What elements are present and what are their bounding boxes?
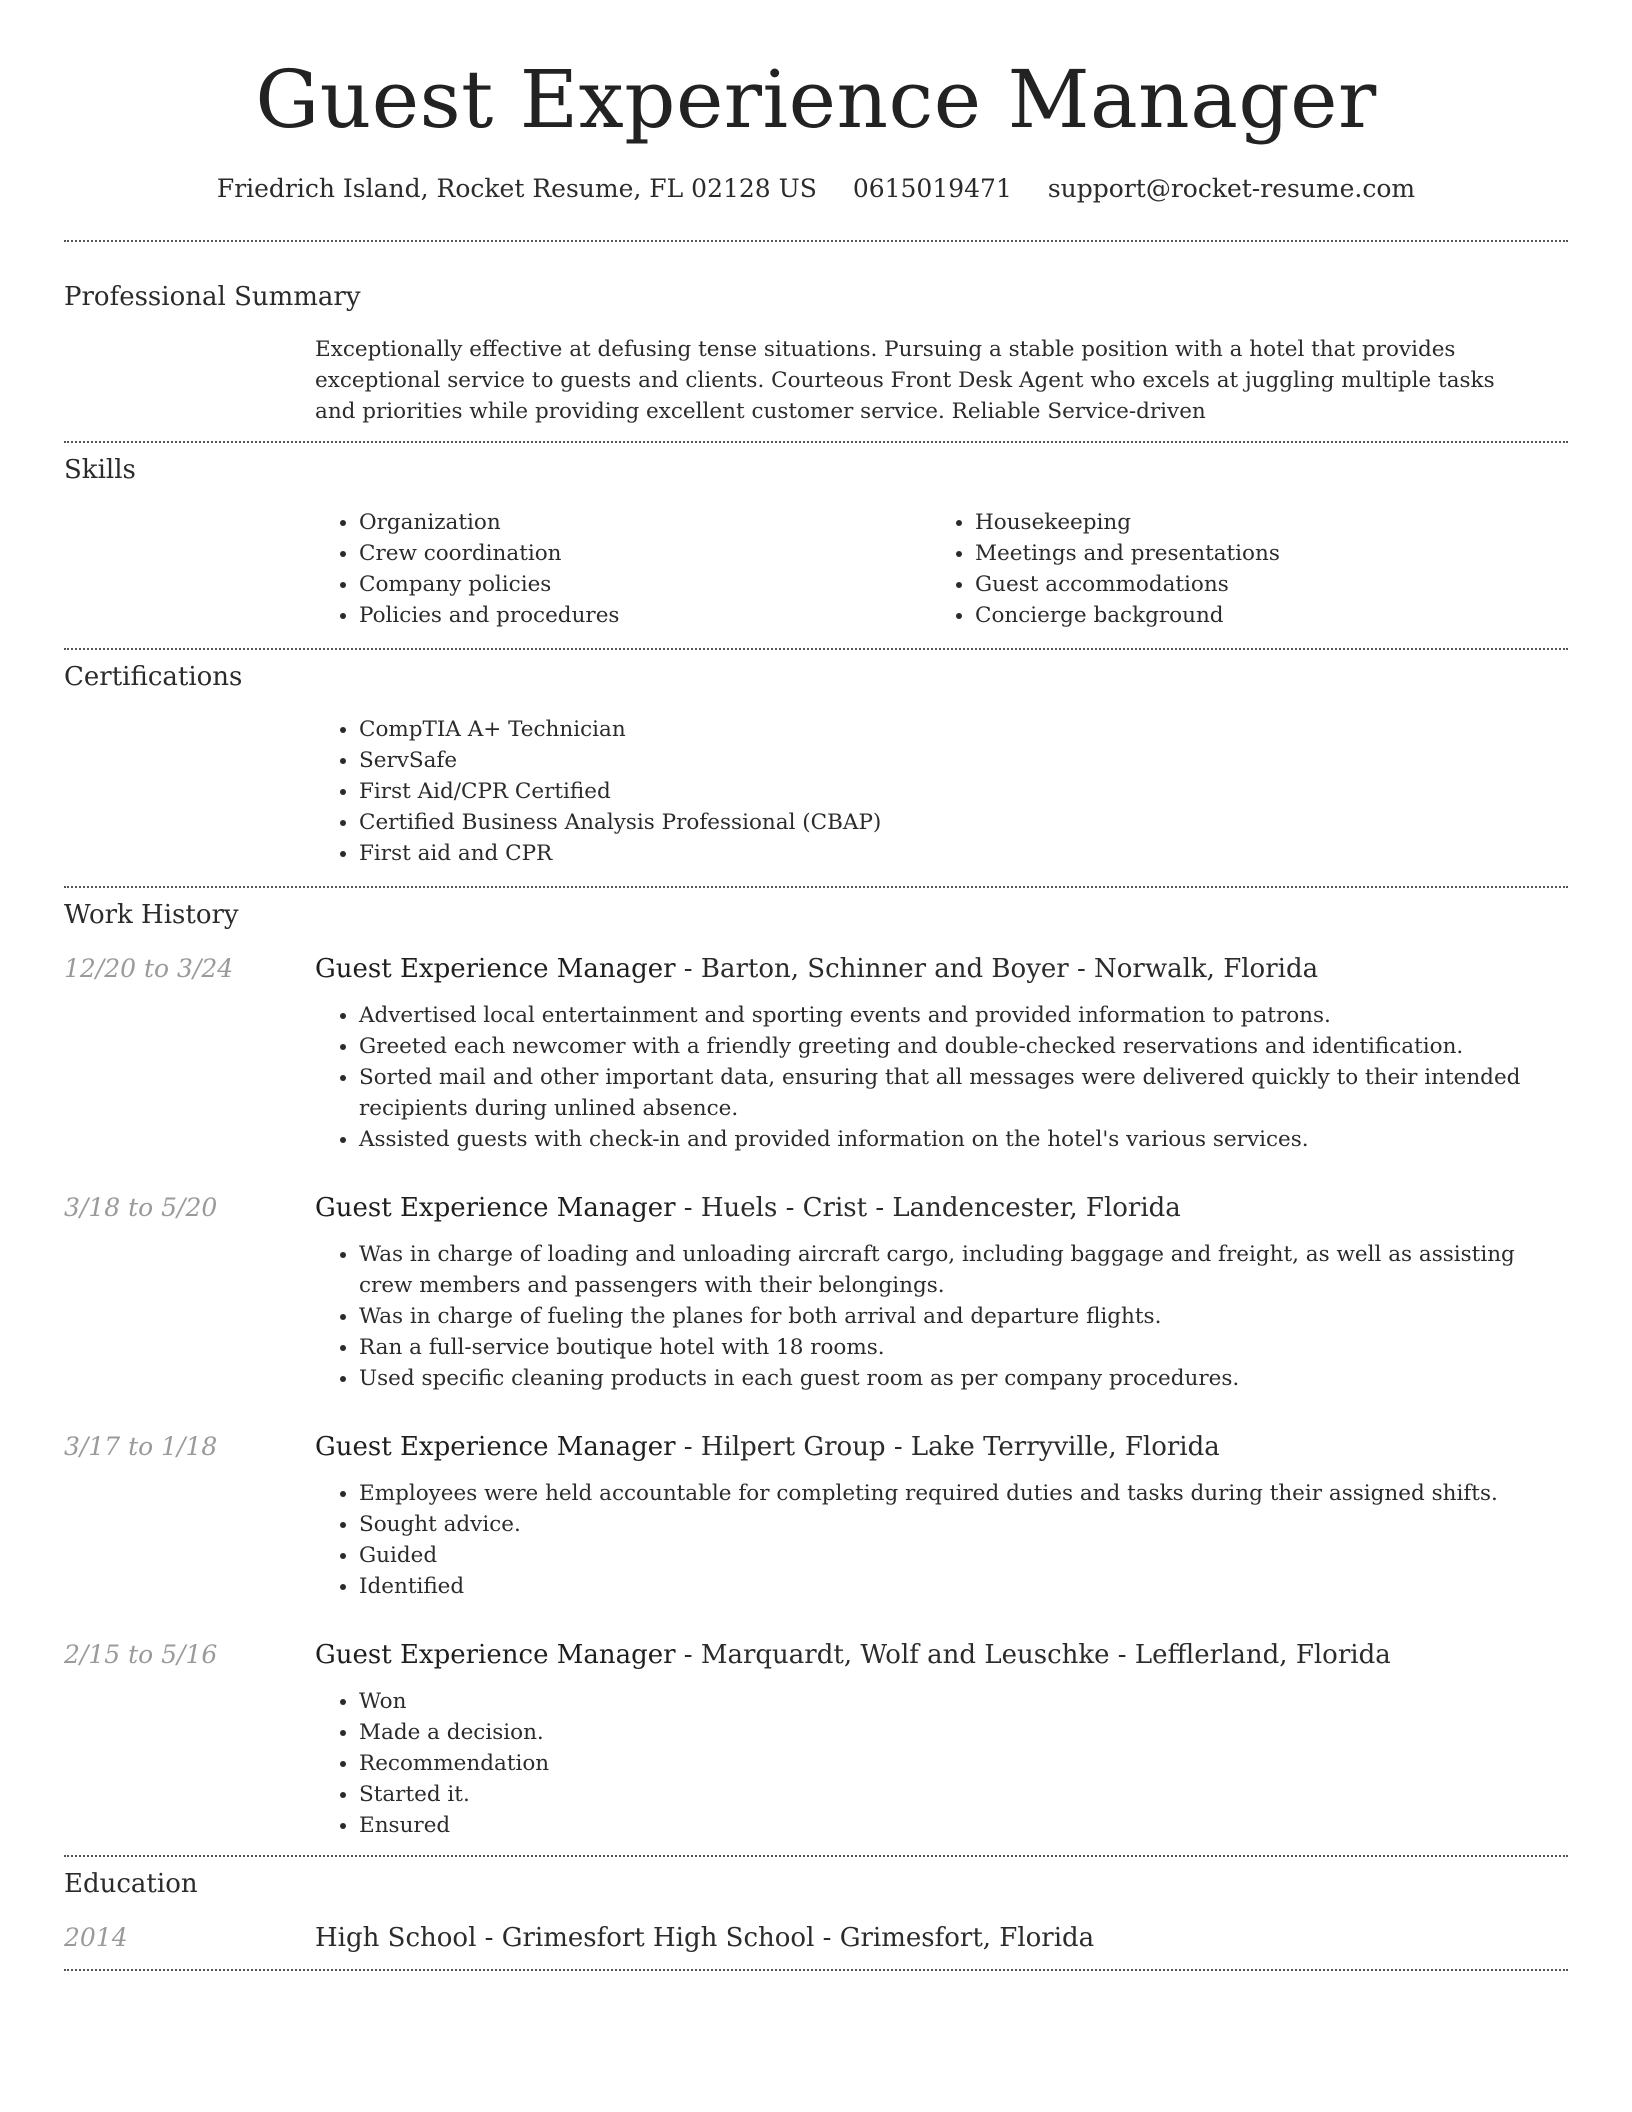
job-entry — [64, 1191, 1568, 1394]
list-item: • Sorted mail and other important data, ensuring that all messages were delivered quickly to their intended recipients during unlined absence. — [359, 1062, 1548, 1124]
job-employer: - Marquardt, Wolf and Leuschke - Lefflerland, Florida — [675, 1640, 1391, 1670]
list-item: • First Aid/CPR Certified — [359, 776, 1568, 807]
resume-header — [64, 0, 1568, 206]
list-item: • Certified Business Analysis Professional (CBAP) — [359, 807, 1568, 838]
job-bullets — [315, 1239, 1568, 1394]
list-item: • CompTIA A+ Technician — [359, 714, 1568, 745]
section-title-skills: Skills — [64, 455, 136, 485]
job-employer: - Huels - Crist - Landencester, Florida — [675, 1193, 1181, 1223]
list-item: • Employees were held accountable for completing required duties and tasks during their assigned shifts. — [359, 1478, 1548, 1509]
job-role: Guest Experience Manager — [315, 1193, 676, 1223]
skills-list-right — [931, 507, 1568, 631]
list-item: • Crew coordination — [359, 538, 931, 569]
job-bullets — [315, 1000, 1568, 1155]
education-section — [64, 1857, 1568, 1955]
list-item: • Guided — [359, 1540, 1548, 1571]
list-item: • First aid and CPR — [359, 838, 1568, 869]
job-header — [64, 952, 1568, 986]
list-item: • Ran a full-service boutique hotel with 18 rooms. — [359, 1332, 1548, 1363]
list-item: • Organization — [359, 507, 931, 538]
candidate-name: Guest Experience Manager — [255, 53, 1377, 146]
job-employer: - Hilpert Group - Lake Terryville, Florida — [675, 1432, 1220, 1462]
list-item: • Started it. — [359, 1779, 1548, 1810]
divider — [64, 1969, 1568, 1971]
list-item: • Used specific cleaning products in each guest room as per company procedures. — [359, 1363, 1548, 1394]
skills-grid — [315, 507, 1568, 631]
certifications-list — [315, 714, 1568, 869]
job-role: Guest Experience Manager — [315, 1432, 676, 1462]
job-role: Guest Experience Manager — [315, 1640, 676, 1670]
section-title-education: Education — [64, 1869, 198, 1899]
list-item: • Housekeeping — [975, 507, 1568, 538]
education-date: 2014 — [64, 1923, 128, 1952]
section-title-summary: Professional Summary — [64, 282, 361, 312]
job-entry — [64, 1430, 1568, 1602]
list-item: • Recommendation — [359, 1748, 1548, 1779]
contact-phone: 0615019471 — [852, 174, 1012, 203]
job-entry — [64, 952, 1568, 1155]
list-item: • Won — [359, 1686, 1548, 1717]
skills-list-left — [315, 507, 931, 631]
list-item: • Assisted guests with check-in and provided information on the hotel's various services. — [359, 1124, 1548, 1155]
section-title-work-history: Work History — [64, 900, 239, 930]
job-employer: - Barton, Schinner and Boyer - Norwalk, Florida — [675, 954, 1319, 984]
list-item: • Ensured — [359, 1810, 1548, 1841]
certifications-section — [64, 650, 1568, 869]
list-item: • Concierge background — [975, 600, 1568, 631]
job-bullets — [315, 1478, 1568, 1602]
list-item: • Identified — [359, 1571, 1548, 1602]
list-item: • Company policies — [359, 569, 931, 600]
list-item: • Policies and procedures — [359, 600, 931, 631]
job-title — [315, 1638, 1391, 1672]
list-item: • Sought advice. — [359, 1509, 1548, 1540]
job-header — [64, 1638, 1568, 1672]
list-item: • Made a decision. — [359, 1717, 1548, 1748]
job-title — [315, 1430, 1220, 1464]
job-date: 2/15 to 5/16 — [64, 1640, 218, 1669]
job-role: Guest Experience Manager — [315, 954, 676, 984]
summary-section — [64, 242, 1568, 427]
summary-text: Exceptionally effective at defusing tense situations. Pursuing a stable position with a hotel that provides exceptional service to guests and clients. Courteous Front Desk Agent who excels at juggling multiple tasks and priorities while providing excellent customer service. Reliable Service-driven — [315, 337, 1495, 424]
work-history-section — [64, 888, 1568, 1841]
contact-line — [64, 172, 1568, 206]
job-header — [64, 1191, 1568, 1225]
list-item: • Meetings and presentations — [975, 538, 1568, 569]
contact-email: support@rocket-resume.com — [1047, 174, 1416, 203]
list-item: • Greeted each newcomer with a friendly greeting and double-checked reservations and identification. — [359, 1031, 1548, 1062]
section-title-certifications: Certifications — [64, 662, 243, 692]
list-item: • Was in charge of fueling the planes for both arrival and departure flights. — [359, 1301, 1548, 1332]
job-entry — [64, 1638, 1568, 1841]
education-title: High School - Grimesfort High School - Grimesfort, Florida — [315, 1923, 1095, 1953]
job-bullets — [315, 1686, 1568, 1841]
skills-section — [64, 443, 1568, 631]
job-date: 12/20 to 3/24 — [64, 954, 234, 983]
list-item: • ServSafe — [359, 745, 1568, 776]
contact-address: Friedrich Island, Rocket Resume, FL 02128 US — [216, 174, 817, 203]
list-item: • Was in charge of loading and unloading aircraft cargo, including baggage and freight, as well as assisting crew members and passengers with their belongings. — [359, 1239, 1548, 1301]
list-item: • Advertised local entertainment and sporting events and provided information to patrons. — [359, 1000, 1548, 1031]
job-title — [315, 952, 1318, 986]
job-date: 3/17 to 1/18 — [64, 1432, 218, 1461]
job-title — [315, 1191, 1181, 1225]
job-date: 3/18 to 5/20 — [64, 1193, 218, 1222]
list-item: • Guest accommodations — [975, 569, 1568, 600]
education-entry — [64, 1921, 1568, 1955]
job-header — [64, 1430, 1568, 1464]
